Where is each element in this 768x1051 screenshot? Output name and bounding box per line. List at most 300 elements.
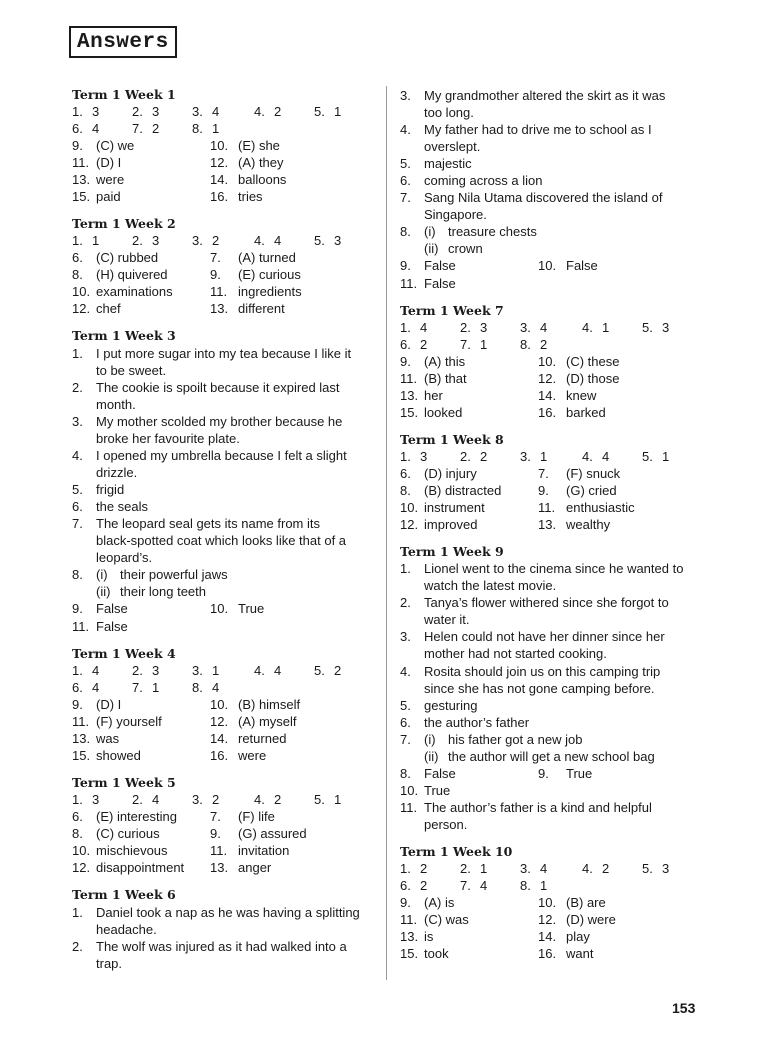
answer-value: were <box>238 748 267 763</box>
question-number: 13. <box>210 301 229 316</box>
answer-value: 1 <box>480 861 488 876</box>
question-number: 3. <box>192 233 203 248</box>
answer-text: True <box>424 783 451 798</box>
question-number: 4. <box>254 233 265 248</box>
question-number: 9. <box>400 258 411 273</box>
question-number: 4. <box>400 664 411 679</box>
question-number: 12. <box>538 371 557 386</box>
question-number: 3. <box>192 792 203 807</box>
answer-value: were <box>96 172 125 187</box>
answer-text: broke her favourite plate. <box>96 431 240 446</box>
question-number: 13. <box>400 388 419 403</box>
question-number: 10. <box>210 138 229 153</box>
question-number: 12. <box>400 517 419 532</box>
answer-value: (D) injury <box>424 466 477 481</box>
section-heading: Term 1 Week 10 <box>400 844 513 859</box>
answer-text: their long teeth <box>120 584 207 599</box>
answer-value: (F) life <box>238 809 275 824</box>
answer-value: 3 <box>152 663 160 678</box>
answer-continuation <box>72 362 372 379</box>
answer-pair-row <box>400 370 700 387</box>
question-number: 5. <box>314 104 325 119</box>
answer-value: 1 <box>540 449 548 464</box>
answer-continuation <box>400 577 700 594</box>
question-number: 8. <box>72 567 83 582</box>
answer-value: (A) is <box>424 895 455 910</box>
section-heading: Term 1 Week 5 <box>72 775 176 790</box>
answer-grid-row <box>400 448 700 465</box>
answer-pair-row <box>72 154 372 171</box>
question-number: 5. <box>314 792 325 807</box>
question-number: 4. <box>582 320 593 335</box>
answer-item <box>72 904 372 921</box>
answer-grid-row <box>72 103 372 120</box>
answer-continuation <box>400 104 700 121</box>
answer-pair-row <box>400 894 700 911</box>
answer-continuation <box>400 138 700 155</box>
answer-value: her <box>424 388 443 403</box>
answer-value: (D) were <box>566 912 616 927</box>
question-number: 11. <box>72 155 90 170</box>
answer-value: 4 <box>540 320 548 335</box>
answer-value: (A) they <box>238 155 284 170</box>
question-number: 16. <box>210 748 229 763</box>
answer-pair-row <box>400 387 700 404</box>
question-number: 5. <box>72 482 83 497</box>
question-number: 10. <box>210 601 229 616</box>
question-number: 2. <box>132 663 143 678</box>
answer-value: 1 <box>152 680 160 695</box>
answer-value: paid <box>96 189 121 204</box>
answer-value: 2 <box>420 861 428 876</box>
answer-text: The wolf was injured as it had walked into a <box>96 939 347 954</box>
answer-value: (B) himself <box>238 697 301 712</box>
question-number: 2. <box>132 792 143 807</box>
question-number: 5. <box>642 861 653 876</box>
question-number: 2. <box>460 861 471 876</box>
answer-grid-row <box>72 232 372 249</box>
question-number: 5. <box>400 698 411 713</box>
question-number: 9. <box>400 895 411 910</box>
answer-pair-row <box>400 945 700 962</box>
question-number: 9. <box>538 483 549 498</box>
answer-value: 1 <box>92 233 100 248</box>
answer-value: (D) I <box>96 155 122 170</box>
answer-pair-row <box>72 747 372 764</box>
answer-value: mischievous <box>96 843 168 858</box>
answer-text: his father got a new job <box>448 732 583 747</box>
answer-value: 2 <box>480 449 488 464</box>
answer-item <box>400 560 700 577</box>
answer-value: (D) I <box>96 697 122 712</box>
answer-value: disappointment <box>96 860 185 875</box>
section-heading: Term 1 Week 3 <box>72 328 176 343</box>
answer-text: False <box>96 619 128 634</box>
answer-value: (E) curious <box>238 267 301 282</box>
question-number: 7. <box>538 466 549 481</box>
answer-value: invitation <box>238 843 290 858</box>
question-number: 6. <box>400 173 411 188</box>
question-number: 12. <box>210 714 229 729</box>
sub-item-marker: (i) <box>424 224 436 239</box>
answer-value: anger <box>238 860 272 875</box>
answer-text: Singapore. <box>424 207 487 222</box>
question-number: 4. <box>254 104 265 119</box>
answer-value: (B) distracted <box>424 483 502 498</box>
question-number: 11. <box>72 714 90 729</box>
question-number: 5. <box>314 663 325 678</box>
answer-value: (C) these <box>566 354 620 369</box>
answer-value: (E) she <box>238 138 280 153</box>
answer-grid-row <box>400 860 700 877</box>
answer-continuation <box>72 464 372 481</box>
answer-text: black-spotted coat which looks like that of a <box>96 533 347 548</box>
question-number: 11. <box>210 284 228 299</box>
answer-value: False <box>566 258 598 273</box>
answer-text: False <box>424 276 456 291</box>
answer-continuation <box>72 396 372 413</box>
section-heading: Term 1 Week 8 <box>400 432 504 447</box>
question-number: 6. <box>72 499 83 514</box>
answer-sub-item <box>400 240 700 257</box>
question-number: 9. <box>400 354 411 369</box>
answer-text: I put more sugar into my tea because I like it <box>96 346 352 361</box>
question-number: 6. <box>72 250 83 265</box>
answer-grid-row <box>72 679 372 696</box>
answer-value: 4 <box>420 320 428 335</box>
answer-value: 2 <box>420 337 428 352</box>
question-number: 6. <box>400 878 411 893</box>
page-title: Answers <box>77 30 169 54</box>
answer-text: frigid <box>96 482 125 497</box>
sub-item-marker: (ii) <box>424 749 439 764</box>
question-number: 7. <box>460 878 471 893</box>
answer-text: watch the latest movie. <box>424 578 557 593</box>
question-number: 3. <box>520 449 531 464</box>
answer-continuation <box>72 955 372 972</box>
answer-value: 1 <box>662 449 670 464</box>
question-number: 15. <box>72 189 91 204</box>
answer-value: 4 <box>152 792 160 807</box>
sub-item-marker: (ii) <box>424 241 439 256</box>
answer-text: Tanya’s flower withered since she forgot to <box>424 595 669 610</box>
question-number: 8. <box>520 878 531 893</box>
answer-pair-row <box>72 825 372 842</box>
question-number: 11. <box>400 912 418 927</box>
question-number: 10. <box>72 843 91 858</box>
answer-pair-row <box>72 137 372 154</box>
sub-item-marker: (ii) <box>96 584 111 599</box>
question-number: 4. <box>254 663 265 678</box>
answer-value: 4 <box>212 104 220 119</box>
question-number: 13. <box>400 929 419 944</box>
answer-value: (B) are <box>566 895 606 910</box>
question-number: 13. <box>72 731 91 746</box>
answer-value: 2 <box>212 792 220 807</box>
answer-item <box>400 594 700 611</box>
answer-item <box>72 345 372 362</box>
answer-value: 4 <box>602 449 610 464</box>
sub-item-marker: (i) <box>424 732 436 747</box>
answer-value: 4 <box>274 233 282 248</box>
answer-item <box>72 515 372 532</box>
answer-text: Rosita should join us on this camping trip <box>424 664 661 679</box>
answer-value: 4 <box>274 663 282 678</box>
answer-value: 2 <box>274 104 282 119</box>
answer-value: different <box>238 301 285 316</box>
question-number: 10. <box>72 284 91 299</box>
answer-value: 4 <box>540 861 548 876</box>
question-number: 8. <box>192 121 203 136</box>
answer-value: ingredients <box>238 284 302 299</box>
answer-value: (B) that <box>424 371 467 386</box>
question-number: 1. <box>72 104 83 119</box>
answer-value: is <box>424 929 434 944</box>
answer-grid-row <box>72 791 372 808</box>
answer-text: drizzle. <box>96 465 138 480</box>
question-number: 10. <box>210 697 229 712</box>
answer-value: returned <box>238 731 287 746</box>
answer-value: False <box>424 258 456 273</box>
question-number: 1. <box>72 663 83 678</box>
question-number: 3. <box>520 320 531 335</box>
answer-text: My grandmother altered the skirt as it was <box>424 88 666 103</box>
answer-value: 4 <box>92 663 100 678</box>
answer-value: 3 <box>92 792 100 807</box>
answer-value: improved <box>424 517 478 532</box>
page-title-box <box>69 26 177 58</box>
question-number: 2. <box>460 320 471 335</box>
answer-text: Helen could not have her dinner since her <box>424 629 665 644</box>
answer-pair-row <box>400 482 700 499</box>
answer-text: gesturing <box>424 698 478 713</box>
question-number: 9. <box>72 601 83 616</box>
question-number: 2. <box>132 104 143 119</box>
answer-value: 4 <box>480 878 488 893</box>
answer-value: wealthy <box>566 517 611 532</box>
answer-item <box>400 697 700 714</box>
answer-item <box>72 618 372 635</box>
answer-value: 3 <box>480 320 488 335</box>
question-number: 7. <box>400 190 411 205</box>
answer-value: barked <box>566 405 606 420</box>
answer-pair-row <box>400 928 700 945</box>
answer-grid-row <box>72 662 372 679</box>
answer-value: play <box>566 929 590 944</box>
answer-value: 4 <box>92 680 100 695</box>
answer-value: (F) yourself <box>96 714 162 729</box>
answer-pair-row <box>400 911 700 928</box>
answer-item <box>72 379 372 396</box>
question-number: 16. <box>538 946 557 961</box>
answer-value: (C) was <box>424 912 469 927</box>
answer-pair-row <box>72 171 372 188</box>
answer-value: (A) this <box>424 354 466 369</box>
question-number: 2. <box>460 449 471 464</box>
answer-pair-row <box>72 188 372 205</box>
answer-value: 1 <box>212 663 220 678</box>
question-number: 9. <box>72 138 83 153</box>
answer-continuation <box>400 645 700 662</box>
question-number: 2. <box>132 233 143 248</box>
answer-value: 2 <box>602 861 610 876</box>
answer-pair-row <box>400 516 700 533</box>
question-number: 11. <box>400 371 418 386</box>
answer-value: (D) those <box>566 371 620 386</box>
question-number: 10. <box>538 895 557 910</box>
question-number: 2. <box>72 939 83 954</box>
answer-value: was <box>96 731 120 746</box>
answer-item <box>400 799 700 816</box>
answer-pair-row <box>400 404 700 421</box>
answer-value: (A) myself <box>238 714 297 729</box>
question-number: 7. <box>210 809 221 824</box>
answer-text: too long. <box>424 105 474 120</box>
question-number: 12. <box>210 155 229 170</box>
answer-continuation <box>400 816 700 833</box>
question-number: 12. <box>72 301 91 316</box>
answer-value: want <box>566 946 594 961</box>
answer-value: balloons <box>238 172 287 187</box>
answer-pair-row <box>72 283 372 300</box>
question-number: 6. <box>72 809 83 824</box>
answer-value: False <box>96 601 128 616</box>
question-number: 6. <box>400 337 411 352</box>
question-number: 9. <box>210 826 221 841</box>
question-number: 12. <box>538 912 557 927</box>
answer-text: crown <box>448 241 483 256</box>
answer-pair-row <box>72 300 372 317</box>
question-number: 1. <box>400 320 411 335</box>
question-number: 16. <box>210 189 229 204</box>
answer-pair-row <box>400 465 700 482</box>
answer-pair-row <box>400 353 700 370</box>
answer-item <box>72 413 372 430</box>
question-number: 2. <box>400 595 411 610</box>
answer-value: False <box>424 766 456 781</box>
question-number: 10. <box>400 783 419 798</box>
answer-pair-row <box>72 696 372 713</box>
answer-pair-row <box>72 249 372 266</box>
question-number: 14. <box>210 731 229 746</box>
answer-text: Sang Nila Utama discovered the island of <box>424 190 663 205</box>
answer-value: 4 <box>212 680 220 695</box>
question-number: 1. <box>400 861 411 876</box>
answer-text: month. <box>96 397 136 412</box>
answer-value: (A) turned <box>238 250 296 265</box>
question-number: 7. <box>460 337 471 352</box>
answer-pair-row <box>72 842 372 859</box>
answer-text: Lionel went to the cinema since he wanted to <box>424 561 684 576</box>
answer-item <box>400 189 700 206</box>
answer-value: 3 <box>420 449 428 464</box>
question-number: 15. <box>400 946 419 961</box>
answer-value: (E) interesting <box>96 809 177 824</box>
question-number: 3. <box>400 629 411 644</box>
answer-value: showed <box>96 748 141 763</box>
answer-sub-item <box>72 566 372 583</box>
answer-text: to be sweet. <box>96 363 167 378</box>
answer-pair-row <box>400 765 700 782</box>
answer-text: The author’s father is a kind and helpful <box>424 800 652 815</box>
answer-text: their powerful jaws <box>120 567 228 582</box>
answer-text: coming across a lion <box>424 173 543 188</box>
answer-pair-row <box>400 499 700 516</box>
answer-sub-item <box>400 748 700 765</box>
section-heading: Term 1 Week 2 <box>72 216 176 231</box>
answer-value: (G) assured <box>238 826 307 841</box>
answer-value: took <box>424 946 449 961</box>
answer-value: True <box>566 766 593 781</box>
answer-text: headache. <box>96 922 157 937</box>
answer-text: treasure chests <box>448 224 537 239</box>
question-number: 1. <box>400 561 411 576</box>
answer-text: The leopard seal gets its name from its <box>96 516 320 531</box>
answer-value: 2 <box>152 121 160 136</box>
question-number: 3. <box>192 104 203 119</box>
question-number: 5. <box>642 320 653 335</box>
answer-value: (H) quivered <box>96 267 168 282</box>
answer-pair-row <box>72 730 372 747</box>
section-heading: Term 1 Week 9 <box>400 544 504 559</box>
page-number: 153 <box>672 1000 696 1016</box>
answer-item <box>400 663 700 680</box>
question-number: 9. <box>538 766 549 781</box>
answer-value: 2 <box>420 878 428 893</box>
question-number: 11. <box>538 500 556 515</box>
question-number: 7. <box>400 732 411 747</box>
section-heading: Term 1 Week 7 <box>400 303 504 318</box>
answer-text: The cookie is spoilt because it expired last <box>96 380 340 395</box>
answer-value: 1 <box>602 320 610 335</box>
question-number: 8. <box>72 826 83 841</box>
answer-text: majestic <box>424 156 472 171</box>
answer-value: 2 <box>540 337 548 352</box>
answer-grid-row <box>72 120 372 137</box>
column-divider <box>386 86 387 980</box>
question-number: 3. <box>520 861 531 876</box>
answer-sub-item <box>400 223 700 240</box>
question-number: 10. <box>538 354 557 369</box>
question-number: 10. <box>400 500 419 515</box>
answer-text: My father had to drive me to school as I <box>424 122 652 137</box>
answer-value: 1 <box>334 792 342 807</box>
question-number: 7. <box>132 680 143 695</box>
answer-text: the seals <box>96 499 149 514</box>
question-number: 4. <box>400 122 411 137</box>
answer-grid-row <box>400 319 700 336</box>
answer-value: 3 <box>662 861 670 876</box>
answer-value: instrument <box>424 500 485 515</box>
answer-grid-row <box>400 877 700 894</box>
question-number: 7. <box>210 250 221 265</box>
section-heading: Term 1 Week 4 <box>72 646 176 661</box>
answer-value: (F) snuck <box>566 466 621 481</box>
question-number: 8. <box>400 766 411 781</box>
answer-value: 1 <box>540 878 548 893</box>
answer-value: 1 <box>212 121 220 136</box>
answer-value: (G) cried <box>566 483 617 498</box>
question-number: 3. <box>400 88 411 103</box>
answer-value: 2 <box>274 792 282 807</box>
question-number: 2. <box>72 380 83 395</box>
answer-value: 2 <box>212 233 220 248</box>
answer-value: 2 <box>334 663 342 678</box>
answer-continuation <box>400 206 700 223</box>
answer-value: True <box>238 601 265 616</box>
answer-continuation <box>400 611 700 628</box>
answer-item <box>400 714 700 731</box>
